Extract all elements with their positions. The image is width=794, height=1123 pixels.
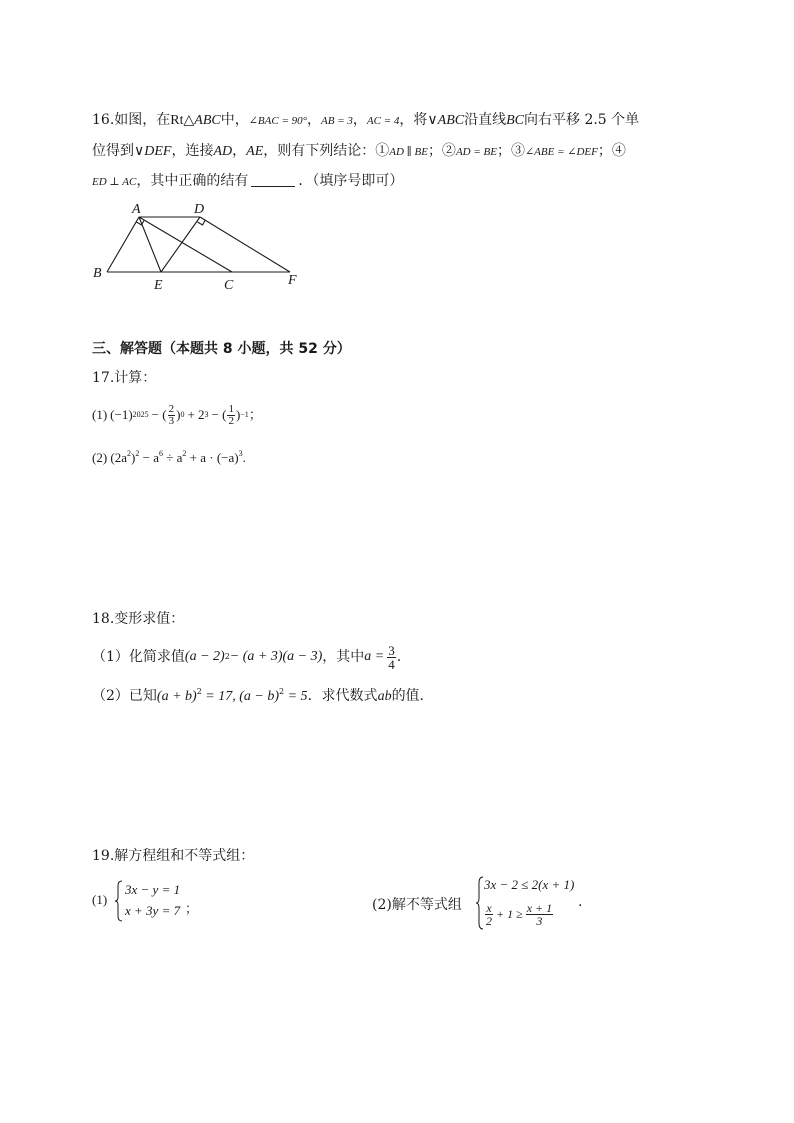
denominator: 3: [536, 913, 543, 928]
q16-text: ，将: [399, 112, 428, 128]
segment-df: [200, 217, 290, 272]
expr: + 2: [187, 407, 205, 422]
fraction-1-2: [227, 404, 235, 427]
expr: (−1): [110, 407, 133, 422]
q16-text: ，其中正确的结有: [136, 173, 249, 189]
q16-conclusion-4: ED ⊥ AC: [92, 176, 137, 188]
q16-conclusion-1: AD ∥ BE: [389, 146, 428, 158]
q18-part-1: （1）化简求值 (a − 2) 2 − (a + 3)(a − 3) ，其中 a = $\frac{3}{4}$ .: [92, 642, 402, 672]
q16-text: ，: [352, 112, 367, 128]
q16-text: ；④: [597, 143, 626, 159]
q19-part-2: [372, 874, 612, 932]
part-label: (1): [92, 407, 108, 422]
part-label: (2): [92, 450, 108, 465]
expr: − (a + 3)(a − 3): [229, 649, 323, 664]
left-brace: [476, 876, 484, 930]
fraction-2-3: [168, 404, 176, 427]
q16-angle-bac: ∠BAC = 90°: [248, 115, 308, 127]
q17-part-1: (1) (−1) 2025 − ( $\frac{2}{3}$ ) 0 + 2 3 − ( $\frac{1}{2}$ ) −1 ；: [92, 402, 262, 427]
denominator: 3: [168, 414, 175, 427]
q16-text: ，则有下列结论：①: [263, 143, 390, 159]
exponent: 2: [127, 449, 132, 458]
expr: ；: [248, 407, 262, 422]
exponent: 6: [158, 449, 163, 458]
q16-text: ，: [307, 112, 322, 128]
q19-title: 19.解方程组和不等式组：: [92, 848, 255, 864]
inequality-2: [484, 899, 554, 929]
part-label: (1): [92, 892, 108, 907]
segment-ac: [139, 217, 232, 272]
fraction-x1-3: [526, 902, 553, 927]
expr: − (: [151, 407, 167, 422]
q16-line-3: [92, 171, 403, 192]
expr: = 5: [284, 689, 308, 704]
numerator: 1: [228, 402, 234, 415]
text: ，其中: [322, 649, 365, 665]
q16-conclusion-3: ∠ABE = ∠DEF: [524, 146, 598, 158]
text: （1）化简求值: [92, 649, 185, 665]
fraction-x-2: [485, 902, 493, 927]
numerator: 2: [168, 402, 175, 415]
expr: .: [242, 450, 246, 465]
q16-text: ．（填序号即可）: [298, 173, 404, 189]
expr: (a − 2): [184, 649, 225, 664]
q16-segment-ad: AD: [213, 144, 233, 159]
q16-text: 16.如图，在: [92, 112, 171, 128]
q18-part-2: [92, 686, 424, 707]
expr: ): [176, 407, 181, 422]
text: （2）已知: [92, 688, 157, 704]
inequality-1: 3x − 2 ≤ 2(x + 1): [484, 877, 575, 892]
expr: + a · (−a): [189, 450, 239, 465]
right-angle-mark-d: [198, 221, 206, 226]
denominator: 2: [228, 414, 234, 427]
q16-segment-ae: AE: [246, 144, 264, 159]
q18-title: 18.变形求值：: [92, 611, 185, 627]
expr: = 17, (a − b): [201, 689, 280, 704]
exponent: 2: [182, 449, 187, 458]
label-a: A: [132, 202, 141, 217]
q16-line-2: [92, 141, 626, 162]
expr: ab: [377, 689, 392, 704]
exponent: 3: [238, 449, 243, 458]
part-label: (2)解不等式组: [372, 897, 462, 913]
expr: ÷ a: [166, 450, 183, 465]
q16-triangle-def: ∨DEF: [134, 144, 172, 159]
label-e: E: [154, 278, 163, 293]
exponent: 2: [135, 449, 140, 458]
q16-line-bc: BC: [506, 113, 524, 128]
label-d: D: [194, 202, 205, 217]
q16-text: 向右平移 2.5 个单: [524, 112, 640, 128]
segment-ab: [107, 217, 139, 272]
expr: − a: [142, 450, 159, 465]
left-brace: [115, 880, 123, 922]
exponent: 2: [196, 687, 202, 696]
denominator: 4: [388, 656, 395, 672]
q16-conclusion-2: AD = BE: [455, 146, 497, 158]
q16-line-1: [92, 110, 639, 131]
q16-triangle-abc-symbol: ∨ABC: [427, 113, 465, 128]
expr: a =: [364, 649, 385, 664]
label-c: C: [224, 278, 234, 293]
expr: + 1 ≥: [496, 906, 523, 921]
q17-title: 17.计算：: [92, 370, 157, 386]
q16-triangle-abc: ABC: [194, 113, 221, 128]
label-f: F: [288, 273, 297, 288]
numerator: x: [486, 900, 492, 915]
answer-blank[interactable]: [251, 172, 295, 187]
q16-ab-value: AB = 3: [321, 115, 353, 127]
q16-text: 沿直线: [464, 112, 507, 128]
text: .: [578, 894, 583, 910]
q16-text: ，连接: [171, 143, 214, 159]
text: 的值.: [391, 688, 425, 704]
equation-2: x + 3y = 7: [125, 903, 181, 918]
exponent: 2: [279, 687, 285, 696]
text: .: [396, 649, 402, 665]
q16-text: ；②: [427, 143, 456, 159]
section-heading: 三、解答题（本题共 8 小题，共 52 分）: [92, 341, 351, 357]
segment-ae: [139, 217, 161, 272]
expr: ): [235, 407, 241, 422]
expr: ): [131, 450, 136, 465]
q16-text: 位得到: [92, 143, 134, 159]
segment-de: [161, 217, 200, 272]
text: ；: [185, 901, 199, 916]
denominator: 2: [486, 913, 492, 928]
label-b: B: [93, 266, 102, 281]
q16-figure: [90, 200, 320, 295]
expr: − (: [211, 407, 227, 422]
q17-part-2: [92, 448, 246, 468]
expr: (2a: [110, 450, 128, 465]
q16-text: ；③: [496, 143, 525, 159]
q16-text: ，: [232, 143, 247, 159]
expr: (a + b): [156, 689, 197, 704]
text: ．求代数式: [307, 688, 378, 704]
q16-text: 中，: [220, 112, 249, 128]
q16-rt: Rt△: [170, 113, 195, 128]
equation-1: 3x − y = 1: [125, 882, 181, 897]
numerator: 3: [388, 642, 395, 658]
numerator: x + 1: [526, 900, 553, 915]
fraction-3-4: [387, 644, 396, 671]
q16-ac-value: AC = 4: [366, 115, 400, 127]
